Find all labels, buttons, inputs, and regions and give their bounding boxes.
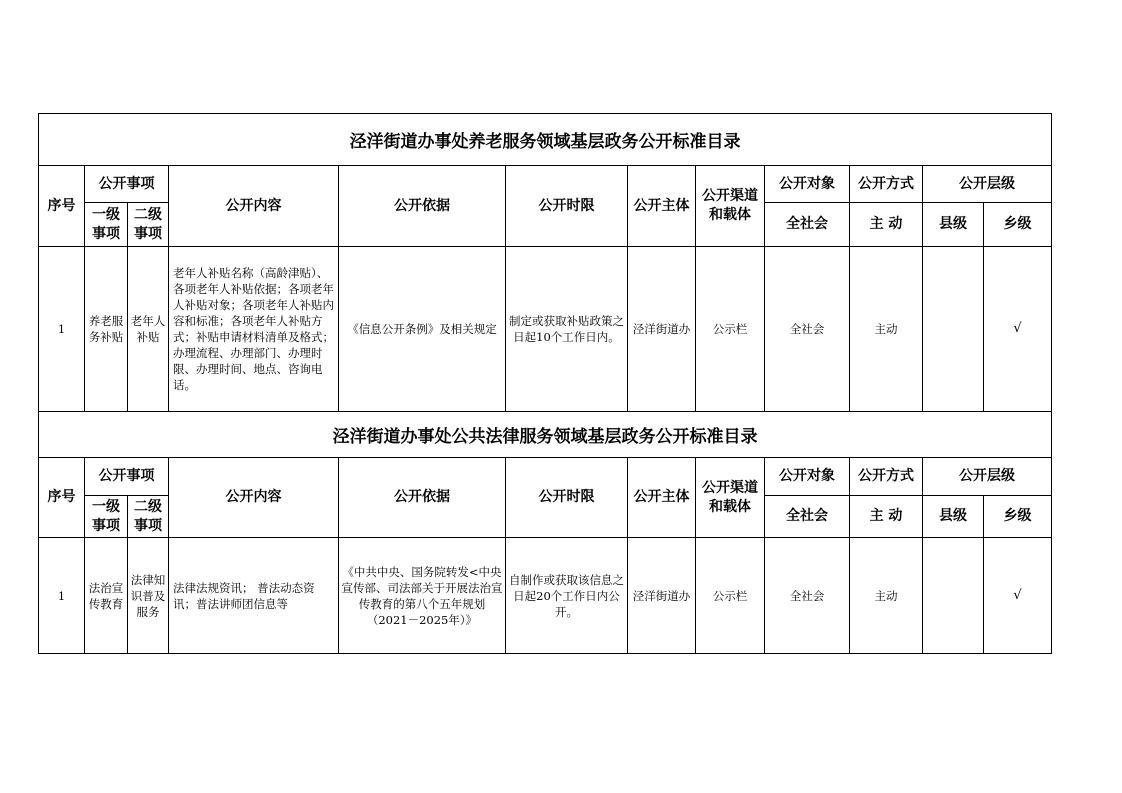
header-method-sub: 主 动 [850,203,923,247]
cell-level2: 老年人补贴 [128,247,169,412]
cell-content: 法律法规资讯； 普法动态资讯；普法讲师团信息等 [169,538,339,654]
header-item-group: 公开事项 [85,166,169,203]
header-method: 公开方式 [850,166,923,203]
cell-basis: 《信息公开条例》及相关规定 [339,247,506,412]
header-basis: 公开依据 [339,458,506,538]
header-basis: 公开依据 [339,166,506,247]
header-county: 县级 [923,496,984,538]
cell-content: 老年人补贴名称（高龄津贴）、各项老年人补贴依据；各项老年人补贴对象；各项老年人补贴内容和标准；各项老年人补贴方式；补贴申请材料清单及格式；办理流程、办理部门、办理时限、办理时间、地点、咨询电话。 [169,247,339,412]
cell-method: 主动 [850,538,923,654]
header-county: 县级 [923,203,984,247]
section-title: 泾洋街道办事处公共法律服务领域基层政务公开标准目录 [39,412,1052,458]
header-level2: 二级事项 [128,496,169,538]
section-title: 泾洋街道办事处养老服务领域基层政务公开标准目录 [39,114,1052,166]
cell-channel: 公示栏 [696,247,765,412]
header-method: 公开方式 [850,458,923,496]
header-object-sub: 全社会 [765,496,850,538]
catalog-sheet [38,113,1051,654]
catalog-table [38,113,1052,654]
header-item-group: 公开事项 [85,458,169,496]
header-seq: 序号 [39,458,85,538]
cell-level2: 法律知识普及服务 [128,538,169,654]
cell-channel: 公示栏 [696,538,765,654]
header-level1: 一级事项 [85,496,128,538]
cell-time-limit: 自制作或获取该信息之日起20个工作日内公开。 [506,538,628,654]
header-time-limit: 公开时限 [506,166,628,247]
header-channel: 公开渠道和载体 [696,458,765,538]
header-object: 公开对象 [765,458,850,496]
header-row-1 [39,458,1052,496]
header-level1: 一级事项 [85,203,128,247]
check-mark: √ [984,538,1052,654]
header-subject: 公开主体 [628,458,696,538]
cell-subject: 泾洋街道办 [628,538,696,654]
header-object: 公开对象 [765,166,850,203]
table-row [39,538,1052,654]
header-row-1 [39,166,1052,203]
cell-basis: 《中共中央、国务院转发<中央宣传部、司法部关于开展法治宣传教育的第八个五年规划（2021－2025年）》 [339,538,506,654]
cell-object: 全社会 [765,247,850,412]
cell-object: 全社会 [765,538,850,654]
header-township: 乡级 [984,496,1052,538]
cell-seq: 1 [39,538,85,654]
header-object-sub: 全社会 [765,203,850,247]
cell-county [923,247,984,412]
cell-subject: 泾洋街道办 [628,247,696,412]
cell-seq: 1 [39,247,85,412]
header-township: 乡级 [984,203,1052,247]
header-level2: 二级事项 [128,203,169,247]
header-content: 公开内容 [169,166,339,247]
cell-level1: 养老服务补贴 [85,247,128,412]
header-hierarchy: 公开层级 [923,458,1052,496]
section-title-row [39,412,1052,458]
header-subject: 公开主体 [628,166,696,247]
section-title-row [39,114,1052,166]
cell-method: 主动 [850,247,923,412]
table-row [39,247,1052,412]
header-hierarchy: 公开层级 [923,166,1052,203]
cell-time-limit: 制定或获取补贴政策之日起10个工作日内。 [506,247,628,412]
header-channel: 公开渠道和载体 [696,166,765,247]
cell-county [923,538,984,654]
header-time-limit: 公开时限 [506,458,628,538]
header-seq: 序号 [39,166,85,247]
cell-level1: 法治宣传教育 [85,538,128,654]
check-mark: √ [984,247,1052,412]
header-method-sub: 主 动 [850,496,923,538]
header-content: 公开内容 [169,458,339,538]
